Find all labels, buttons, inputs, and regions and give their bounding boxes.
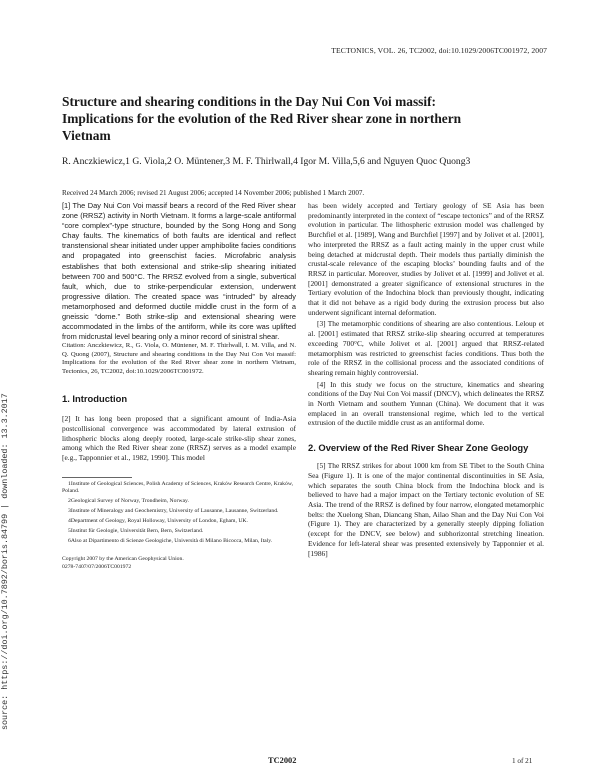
section-heading-overview: 2. Overview of the Red River Shear Zone Geology (308, 442, 529, 454)
article-id: TC2002 (268, 756, 297, 765)
section-heading-introduction: 1. Introduction (62, 393, 128, 405)
copyright-notice: Copyright 2007 by the American Geophysical Union. (62, 556, 184, 563)
received-dates: Received 24 March 2006; revised 21 August 2006; accepted 14 November 2006; published 1 March 2007. (62, 189, 365, 197)
footnote-6: 6Also at Dipartimento di Scienze Geologiche, Università di Milano Bicocca, Milan, Italy. (68, 538, 273, 545)
footnote-divider (62, 477, 132, 478)
right-column (308, 201, 544, 558)
footnote-2: 2Geological Survey of Norway, Trondheim, Norway. (68, 498, 189, 505)
paragraph-4: [4] In this study we focus on the structure, kinematics and shearing conditions of the Day Nui Con Voi massif (DNCV), which delineates the RRSZ in North Vietnam and southern Yunnan (China). We document that it was emplaced in an overall transtensional regime, which led to the vertical extrusion of the ductile middle crust as an antiformal dome. (308, 379, 544, 428)
paragraph-5: [5] The RRSZ strikes for about 1000 km from SE Tibet to the South China Sea (Figure 1). It is one of the major continental discontinuities in SE Asia, which separates the south China block from the Indochina block and is believed to have had a major impact on the Tertiary tectonic evolution of SE Asia. The trend of the RRSZ is defined by four narrow, elongated metamorphic belts: the Xuelong Shan, Diancang Shan, Ailao Shan and the Day Nui Con Voi (Figure 1). They are characterized by a generally steeply dipping foliation (except for the DNCV, see below) and subhorizontal stretching lineation. Evidence for left-lateral shear was presented extensively by Tapponnier et al. [1986] (308, 461, 544, 558)
footnote-1: 1Institute of Geological Sciences, Polish Academy of Sciences, Kraków Research Centre, Kraków, Poland. (62, 480, 294, 494)
footnote-4: 4Department of Geology, Royal Holloway, University of London, Egham, UK. (68, 518, 248, 525)
journal-header: TECTONICS, VOL. 26, TC2002, doi:10.1029/2006TC001972, 2007 (331, 46, 547, 55)
footnote-3: 3Institute of Mineralogy and Geochemistry, University of Lausanne, Lausanne, Switzerland. (68, 508, 279, 515)
left-column (62, 201, 296, 571)
side-note: source: https://doi.org/10.7892/boris.84799 | downloaded: 13.3.2017 (0, 393, 10, 730)
page-number: 1 of 21 (512, 757, 533, 765)
paragraph-2: [2] It has long been proposed that a significant amount of India-Asia postcollisional convergence was accommodated by lateral extrusion of lithospheric blocks along deeply rooted, large-scale strike-slip shear zones, among which the Red River shear zone (RRSZ) serves as a model example [e.g., Tapponnier et al., 1982, 1990]. This model (62, 414, 296, 463)
paragraph-3: [3] The metamorphic conditions of shearing are also contentious. Leloup et al. [2001] estimated that RRSZ strike-slip shearing occurred at temperatures exceeding 700°C, while Jolivet et al. [2001] argued that RRSZ-related metamorphism was restricted to greenschist facies conditions. Thus both the role of the RRSZ in the collisional process and the associated conditions of shearing remain highly controversial. (308, 319, 544, 377)
author-list: R. Anczkiewicz,1 G. Viola,2 O. Müntener,3 M. F. Thirlwall,4 Igor M. Villa,5,6 and Nguyen Quoc Quong3 (62, 156, 471, 167)
footnote-5: 5Institut für Geologie, Universität Bern, Bern, Switzerland. (68, 528, 204, 535)
paragraph-2-continued: has been widely accepted and Tertiary geology of SE Asia has been predominantly interpreted in the context of “escape tectonics” and of the RRSZ evolution in particular. The lithospheric extrusion model was challenged by Burchfiel et al. [1989], Wang and Burchfiel [1997] and by Jolivet et al. [2001], who interpreted the RRSZ as a fault acting mainly in the upper crust while being detached at midcrustal depth. Their models thus partially diminish the crustal-scale relevance of the escaping blocks’ bounding faults and of the RRSZ in particular. Moreover, studies by Jolivet et al. [1999] and Jolivet et al. [2001] demonstrated a greater significance of extensional structures in the Tertiary evolution of the Indochina block than previously thought, indicating that it did not behave as a rigid body during the extrusion process but also underwent significant internal deformation. (308, 201, 544, 317)
article-title: Structure and shearing conditions in the Day Nui Con Voi massif: Implications for the evolution of the Red River shear zone in northern Vietnam (62, 94, 462, 143)
citation: Citation: Anczkiewicz, R., G. Viola, O. Müntener, M. F. Thirlwall, I. M. Villa, and N. Q. Quong (2007), Structure and shearing conditions in the Day Nui Con Voi massif: Implications for the evolution of the Red River shear zone in northern Vietnam, Tectonics, 26, TC2002, doi:10.1029/2006TC001972. (62, 342, 296, 375)
doi-download-sidebar (0, 330, 14, 730)
copyright-code: 0278-7407/07/2006TC001972 (62, 563, 132, 570)
abstract: [1] The Day Nui Con Voi massif bears a record of the Red River shear zone (RRSZ) activity in North Vietnam. It forms a large-scale antiformal “core complex”-type structure, bounded by the Song Hong and Song Chay faults. The kinematics of both faults are identical and reflect transtensional shear initiated under upper amphibolite facies conditions and propagated into greenschist facies. Microfabric analysis establishes that both extensional and strike-slip shearing initiated between 700 and 500°C. The RRSZ evolved from a single, subvertical fault, which, due to strike-perpendicular extension, underwent progressive dilation. The created space was “intruded” by already metamorphosed and deformed ductile middle crust in the form of a gneissic “dome.” Both strike-slip and extensional shearing were accommodated in the limbs of the antiform, while its core was uplifted from midcrustal level bearing only a minor record of sinistral shear. (62, 201, 296, 342)
